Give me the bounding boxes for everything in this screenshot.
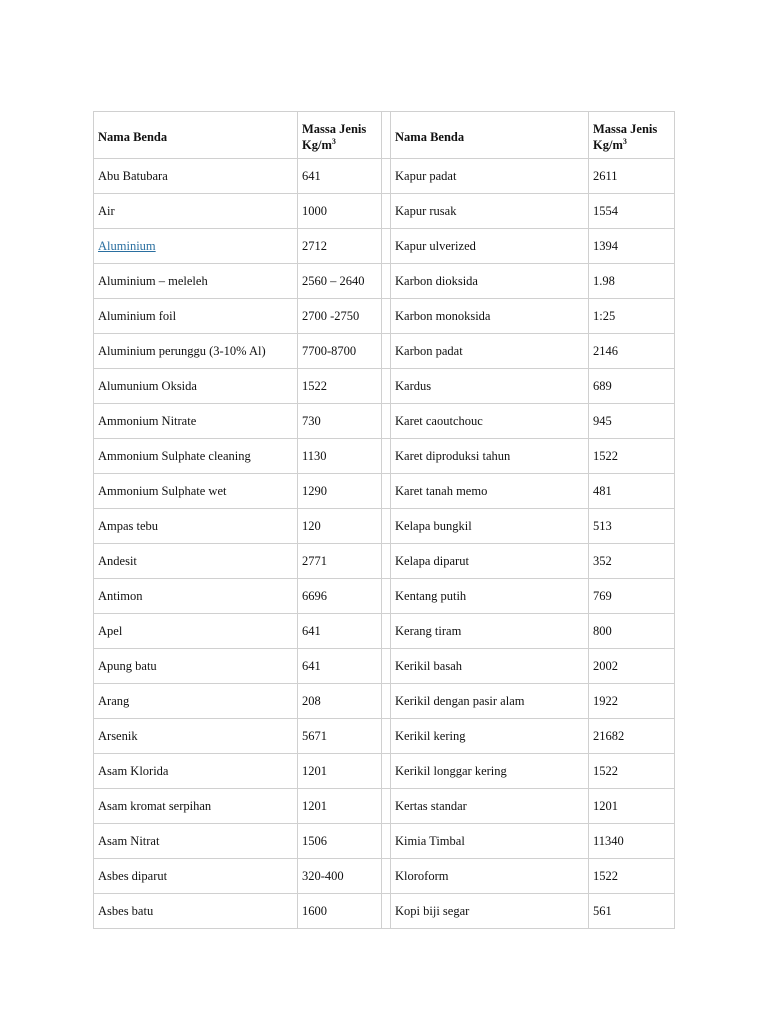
cell-name-right [391, 684, 589, 719]
cell-density-left [298, 369, 382, 404]
cell-density-left [298, 579, 382, 614]
cell-density-right [589, 159, 675, 194]
header-name-left [94, 112, 298, 159]
cell-density-left [298, 754, 382, 789]
cell-name-left-text: Apung batu [98, 659, 157, 673]
cell-name-left [94, 439, 298, 474]
cell-density-right [589, 509, 675, 544]
table-row [94, 299, 675, 334]
cell-density-left [298, 509, 382, 544]
cell-density-left [298, 614, 382, 649]
cell-gap [382, 509, 391, 544]
table-row [94, 789, 675, 824]
cell-name-right-text: Kopi biji segar [395, 904, 470, 918]
table-row [94, 719, 675, 754]
cell-density-right-text: 1522 [593, 449, 618, 463]
cell-name-left [94, 159, 298, 194]
cell-name-right [391, 439, 589, 474]
cell-name-left [94, 824, 298, 859]
table-body [94, 159, 675, 929]
cell-name-right-text: Kertas standar [395, 799, 467, 813]
table-row [94, 754, 675, 789]
cell-gap [382, 859, 391, 894]
cell-density-left-text: 5671 [302, 729, 327, 743]
cell-name-right [391, 264, 589, 299]
cell-name-right [391, 509, 589, 544]
cell-name-right [391, 894, 589, 929]
cell-name-right [391, 544, 589, 579]
cell-density-right-text: 1:25 [593, 309, 616, 323]
cell-name-right [391, 719, 589, 754]
cell-density-right-text: 689 [593, 379, 612, 393]
cell-name-left [94, 264, 298, 299]
cell-density-right [589, 334, 675, 369]
cell-name-left [94, 614, 298, 649]
cell-density-right-text: 1522 [593, 764, 618, 778]
table-header-row [94, 112, 675, 159]
cell-name-right [391, 159, 589, 194]
cell-name-left-text: Alumunium Oksida [98, 379, 197, 393]
cell-gap [382, 404, 391, 439]
table-row [94, 404, 675, 439]
table-row [94, 229, 675, 264]
cell-gap [382, 719, 391, 754]
cell-name-right [391, 369, 589, 404]
cell-density-right [589, 229, 675, 264]
cell-name-right-text: Karbon padat [395, 344, 463, 358]
cell-name-left [94, 579, 298, 614]
cell-density-right [589, 194, 675, 229]
cell-gap [382, 474, 391, 509]
cell-density-left-text: 1600 [302, 904, 327, 918]
cell-name-right-text: Kerang tiram [395, 624, 462, 638]
cell-density-right [589, 824, 675, 859]
cell-density-right-text: 481 [593, 484, 612, 498]
cell-density-right-text: 11340 [593, 834, 624, 848]
table-row [94, 684, 675, 719]
table-row [94, 614, 675, 649]
cell-name-right [391, 299, 589, 334]
table-row [94, 474, 675, 509]
cell-density-right [589, 544, 675, 579]
cell-gap [382, 579, 391, 614]
cell-density-left-text: 1506 [302, 834, 327, 848]
cell-gap [382, 824, 391, 859]
cell-density-left-text: 730 [302, 414, 321, 428]
cell-gap [382, 894, 391, 929]
density-table [93, 111, 675, 929]
cell-density-right [589, 719, 675, 754]
cell-gap [382, 194, 391, 229]
cell-name-left-text: Abu Batubara [98, 169, 168, 183]
cell-density-right-text: 800 [593, 624, 612, 638]
cell-name-left-text: Arsenik [98, 729, 138, 743]
cell-name-right-text: Kentang putih [395, 589, 467, 603]
cell-density-left [298, 544, 382, 579]
cell-density-left-text: 641 [302, 659, 321, 673]
cell-name-left [94, 754, 298, 789]
cell-name-right [391, 579, 589, 614]
cell-name-right-text: Kimia Timbal [395, 834, 465, 848]
cell-density-left-text: 2560 – 2640 [302, 274, 365, 288]
cell-density-left-text: 2771 [302, 554, 327, 568]
cell-name-right-text: Kelapa bungkil [395, 519, 472, 533]
cell-density-left-text: 1201 [302, 799, 327, 813]
table-row [94, 859, 675, 894]
cell-density-left [298, 894, 382, 929]
cell-density-left [298, 789, 382, 824]
cell-density-left-text: 6696 [302, 589, 327, 603]
cell-name-left [94, 194, 298, 229]
cell-name-left [94, 369, 298, 404]
cell-density-left [298, 474, 382, 509]
cell-density-right [589, 474, 675, 509]
cell-density-right-text: 1522 [593, 869, 618, 883]
cell-name-left [94, 894, 298, 929]
cell-name-right [391, 194, 589, 229]
cell-gap [382, 649, 391, 684]
cell-density-left [298, 824, 382, 859]
table-row [94, 369, 675, 404]
cell-name-right-text: Kerikil kering [395, 729, 466, 743]
header-unit-right: Kg/m [593, 138, 623, 152]
cell-density-right-text: 1394 [593, 239, 618, 253]
cell-density-right [589, 754, 675, 789]
cell-name-right-text: Karbon monoksida [395, 309, 491, 323]
cell-density-left-text: 120 [302, 519, 321, 533]
cell-name-left [94, 789, 298, 824]
cell-name-left-text: Ammonium Nitrate [98, 414, 197, 428]
aluminium-link[interactable]: Aluminium [98, 239, 156, 253]
cell-name-left-text: Ammonium Sulphate cleaning [98, 449, 251, 463]
cell-gap [382, 369, 391, 404]
cell-name-left-text: Asam Nitrat [98, 834, 160, 848]
cell-name-left [94, 859, 298, 894]
header-density-left-label: Massa Jenis [302, 122, 367, 136]
cell-name-left-text: Antimon [98, 589, 143, 603]
cell-name-left [94, 509, 298, 544]
cell-name-right-text: Kapur rusak [395, 204, 457, 218]
cell-name-right-text: Karet tanah memo [395, 484, 488, 498]
cell-density-left-text: 320-400 [302, 869, 344, 883]
cell-name-right [391, 649, 589, 684]
cell-gap [382, 159, 391, 194]
table-row [94, 544, 675, 579]
cell-name-left-text: Arang [98, 694, 130, 708]
cell-density-left-text: 1522 [302, 379, 327, 393]
cell-density-left [298, 229, 382, 264]
cell-density-right-text: 1.98 [593, 274, 615, 288]
cell-gap [382, 789, 391, 824]
cell-density-right [589, 579, 675, 614]
cell-name-left-text: Andesit [98, 554, 137, 568]
cell-name-left [94, 229, 298, 264]
cell-density-right-text: 2611 [593, 169, 618, 183]
table-row [94, 509, 675, 544]
header-density-right [589, 112, 675, 159]
cell-density-right [589, 614, 675, 649]
cell-name-right [391, 859, 589, 894]
cell-name-left [94, 719, 298, 754]
cell-name-left-text: Ammonium Sulphate wet [98, 484, 227, 498]
cell-gap [382, 299, 391, 334]
cell-name-right [391, 614, 589, 649]
cell-density-left-text: 641 [302, 624, 321, 638]
cell-density-left-text: 2712 [302, 239, 327, 253]
cell-density-right [589, 404, 675, 439]
cell-name-right [391, 229, 589, 264]
cell-density-left-text: 1130 [302, 449, 327, 463]
cell-name-left [94, 299, 298, 334]
cell-gap [382, 334, 391, 369]
cell-density-right [589, 369, 675, 404]
cell-name-right [391, 334, 589, 369]
cell-gap [382, 684, 391, 719]
cell-density-right-text: 1554 [593, 204, 618, 218]
cell-name-right-text: Karet caoutchouc [395, 414, 483, 428]
header-unit-left: Kg/m [302, 138, 332, 152]
cell-density-right-text: 1922 [593, 694, 618, 708]
cell-name-right-text: Kloroform [395, 869, 449, 883]
table-row [94, 824, 675, 859]
cell-name-right [391, 824, 589, 859]
cell-name-left-text: Asam kromat serpihan [98, 799, 212, 813]
cell-name-left-text: Apel [98, 624, 123, 638]
cell-name-left [94, 544, 298, 579]
table-row [94, 264, 675, 299]
cell-name-right [391, 754, 589, 789]
cell-gap [382, 614, 391, 649]
cell-name-left-text: Asbes diparut [98, 869, 168, 883]
cell-density-left [298, 404, 382, 439]
cell-density-left [298, 649, 382, 684]
cell-name-left-text: Air [98, 204, 115, 218]
cell-density-right-text: 2146 [593, 344, 618, 358]
cell-gap [382, 439, 391, 474]
cell-name-right [391, 474, 589, 509]
table-row [94, 439, 675, 474]
cell-density-right-text: 2002 [593, 659, 618, 673]
cell-name-right-text: Kapur padat [395, 169, 457, 183]
cell-density-right-text: 513 [593, 519, 612, 533]
cell-density-left-text: 1201 [302, 764, 327, 778]
table-row [94, 334, 675, 369]
cell-density-left [298, 684, 382, 719]
cell-density-right [589, 264, 675, 299]
cell-name-left-text: Aluminium perunggu (3-10% Al) [98, 344, 266, 358]
cell-gap [382, 229, 391, 264]
cell-name-left [94, 649, 298, 684]
cell-gap [382, 264, 391, 299]
cell-density-left [298, 334, 382, 369]
cell-density-left [298, 859, 382, 894]
cell-density-right-text: 769 [593, 589, 612, 603]
cell-density-left [298, 194, 382, 229]
cell-density-right-text: 352 [593, 554, 612, 568]
cell-name-left [94, 334, 298, 369]
cell-density-left [298, 719, 382, 754]
cell-density-right [589, 894, 675, 929]
cell-name-left [94, 474, 298, 509]
table-row [94, 894, 675, 929]
cell-density-left-text: 208 [302, 694, 321, 708]
table-row [94, 649, 675, 684]
cell-name-right-text: Kapur ulverized [395, 239, 476, 253]
cell-density-right [589, 859, 675, 894]
header-density-right-label: Massa Jenis [593, 122, 658, 136]
cell-density-left [298, 439, 382, 474]
table-row [94, 159, 675, 194]
table-row [94, 579, 675, 614]
cell-density-left-text: 1000 [302, 204, 327, 218]
cell-density-right [589, 439, 675, 474]
cell-density-right-text: 21682 [593, 729, 625, 743]
cell-name-right-text: Kerikil basah [395, 659, 462, 673]
cell-density-right [589, 299, 675, 334]
cell-gap [382, 544, 391, 579]
cell-density-right [589, 684, 675, 719]
cell-name-right [391, 404, 589, 439]
cell-name-left-text: Ampas tebu [98, 519, 159, 533]
cell-density-left-text: 7700-8700 [302, 344, 357, 358]
cell-name-left [94, 684, 298, 719]
cell-name-right-text: Kerikil dengan pasir alam [395, 694, 525, 708]
cell-name-right-text: Kelapa diparut [395, 554, 469, 568]
cell-name-right [391, 789, 589, 824]
header-unit-sup-right: 3 [622, 136, 627, 146]
cell-name-right-text: Karbon dioksida [395, 274, 478, 288]
cell-density-left-text: 2700 -2750 [302, 309, 360, 323]
cell-density-right-text: 945 [593, 414, 612, 428]
cell-name-left-text: Aluminium foil [98, 309, 177, 323]
cell-density-left-text: 1290 [302, 484, 327, 498]
cell-density-left [298, 159, 382, 194]
header-density-left [298, 112, 382, 159]
cell-name-left-text: Aluminium – meleleh [98, 274, 208, 288]
table-row [94, 194, 675, 229]
cell-density-left [298, 299, 382, 334]
header-name-right [391, 112, 589, 159]
header-unit-sup-left: 3 [331, 136, 336, 146]
cell-density-right [589, 789, 675, 824]
cell-gap [382, 754, 391, 789]
cell-density-left-text: 641 [302, 169, 321, 183]
cell-name-right-text: Kerikil longgar kering [395, 764, 507, 778]
cell-density-right-text: 1201 [593, 799, 618, 813]
cell-name-right-text: Karet diproduksi tahun [395, 449, 511, 463]
header-name-right-label: Nama Benda [395, 130, 465, 144]
cell-name-left [94, 404, 298, 439]
cell-name-left-text: Asam Klorida [98, 764, 169, 778]
cell-density-left [298, 264, 382, 299]
cell-density-right [589, 649, 675, 684]
cell-name-left-text: Asbes batu [98, 904, 154, 918]
header-gap [382, 112, 391, 159]
cell-name-right-text: Kardus [395, 379, 432, 393]
cell-density-right-text: 561 [593, 904, 612, 918]
header-name-left-label: Nama Benda [98, 130, 168, 144]
